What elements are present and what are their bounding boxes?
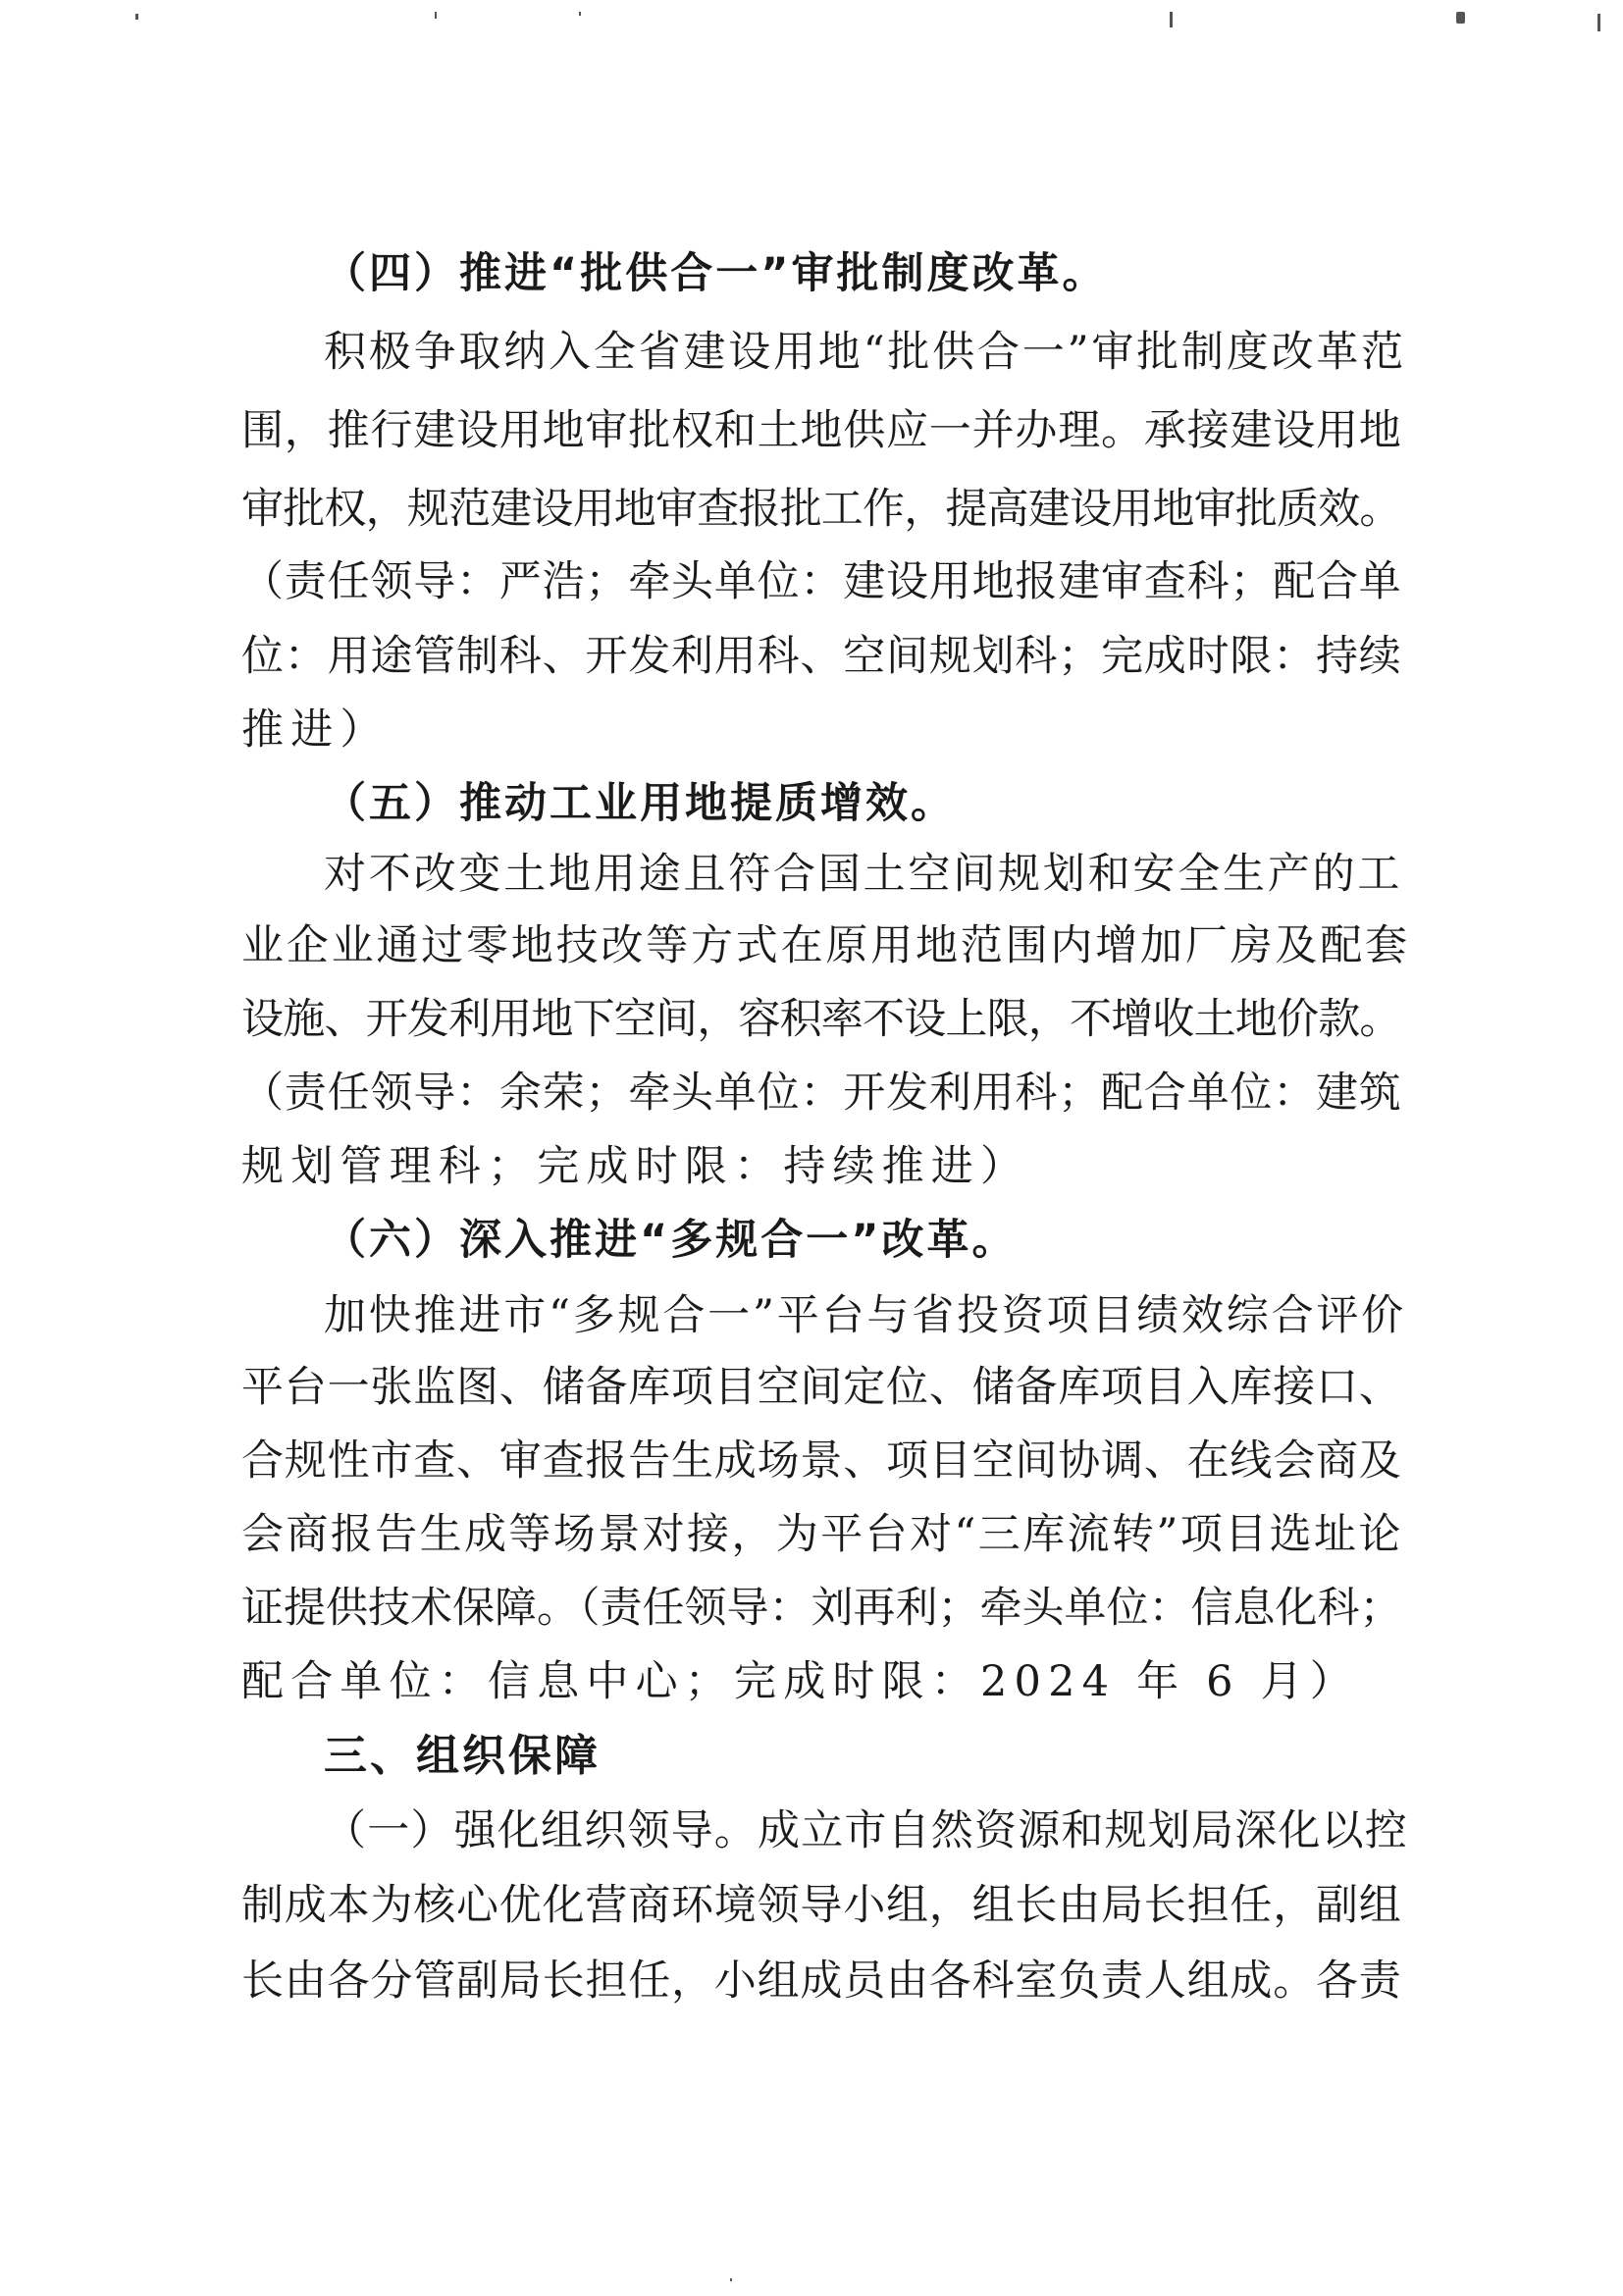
paragraph-line: 长由各分管副局长担任，小组成员由各科室负责人组成。各责 [241,1957,1402,2006]
paragraph-line: 平台一张监图、储备库项目空间定位、储备库项目入库接口、 [241,1363,1402,1412]
section-heading-5: （五）推动工业用地提质增效。 [324,779,956,828]
section-heading-6: （六）深入推进“多规合一”改革。 [324,1216,1018,1265]
paragraph-line: 会商报告生成等场景对接，为平台对“三库流转”项目选址论 [241,1510,1403,1559]
paragraph-line: 设施、开发利用地下空间，容积率不设上限，不增收土地价款。 [241,995,1401,1044]
paragraph-line: （一）强化组织领导。成立市自然资源和规划局深化以控 [324,1806,1408,1855]
paragraph-line: 合规性市查、审查报告生成场景、项目空间协调、在线会商及 [241,1436,1402,1486]
paragraph-line: 证提供技术保障。（责任领导：刘再利；牵头单位：信息化科； [241,1584,1402,1633]
paragraph-line: 加快推进市“多规合一”平台与省投资项目绩效综合评价 [324,1291,1406,1340]
paragraph-line: 推进） [241,705,390,755]
paragraph-line: 位：用途管制科、开发利用科、空间规划科；完成时限：持续 [241,632,1402,681]
paragraph-line: 积极争取纳入全省建设用地“批供合一”审批制度改革范 [324,328,1406,377]
scan-speck [435,12,437,19]
scan-speck [730,2278,732,2281]
scan-speck [1597,14,1600,31]
paragraph-line: 审批权，规范建设用地审查报批工作，提高建设用地审批质效。 [241,485,1401,534]
section-heading-4: （四）推进“批供合一”审批制度改革。 [324,249,1108,298]
paragraph-line: 配合单位：信息中心；完成时限：2024 年 6 月） [241,1657,1359,1706]
scan-speck [1170,12,1173,27]
paragraph-line: 制成本为核心优化营商环境领导小组，组长由局长担任，副组 [241,1881,1402,1930]
chapter-heading-3: 三、组织保障 [324,1731,601,1781]
paragraph-line: （责任领导：严浩；牵头单位：建设用地报建审查科；配合单 [241,557,1402,606]
scan-speck [579,12,581,16]
paragraph-line: 对不改变土地用途且符合国土空间规划和安全生产的工 [324,850,1403,899]
paragraph-line: 规划管理科；完成时限：持续推进） [241,1142,1030,1191]
paragraph-line: （责任领导：余荣；牵头单位：开发利用科；配合单位：建筑 [241,1069,1402,1118]
paragraph-line: 业企业通过零地技改等方式在原用地范围内增加厂房及配套 [241,921,1410,970]
paragraph-line: 围，推行建设用地审批权和土地供应一并办理。承接建设用地 [241,406,1402,455]
scan-speck [1456,12,1465,24]
scan-speck [135,14,138,20]
